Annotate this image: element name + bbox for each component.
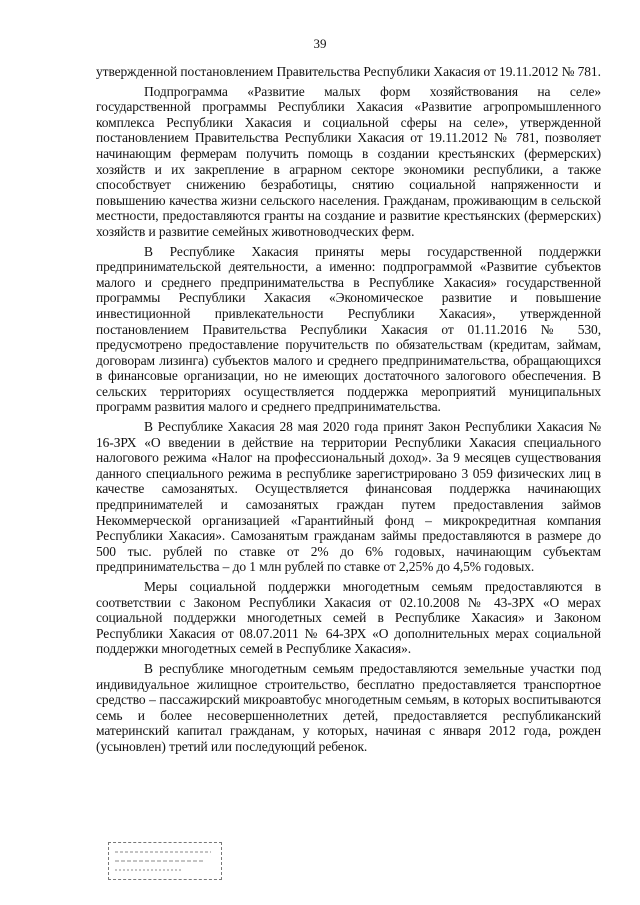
paragraph-4: В Республике Хакасия 28 мая 2020 года принят Закон Республики Хакасия № 16-ЗРХ «О введении в действие на территории Республики Хакасия специального налогового режима «Налог на профессиональный доход». За 9 месяцев существования данного специального режима в республике зарегистрировано 3 059 физических лиц в качестве самозанятых. Осуществляется финансовая поддержка начинающих предпринимателей и самозанятых граждан путем предоставления займов Некоммерческой организацией «Гарантийный фонд – микрокредитная компания Республики Хакасия». Самозанятым гражданам займы предоставляются в размере до 500 тыс. рублей по ставке от 2% до 6% годовых, начинающим субъектам предпринимательства – до 1 млн рублей по ставке от 2,25% до 4,5% годовых. xyxy=(96,419,601,575)
stamp-scribble xyxy=(113,846,217,876)
document-body xyxy=(96,64,601,759)
paragraph-6: В республике многодетным семьям предоставляются земельные участки под индивидуальное жилищное строительство, бесплатно предоставляется транспортное средство – пассажирский микроавтобус многодетным семьям, в которых воспитываются семь и более несовершеннолетних детей, предоставляется республиканский материнский капитал гражданам, у которых, начиная с января 2012 года, рожден (усыновлен) третий или последующий ребенок. xyxy=(96,660,601,754)
approval-stamp xyxy=(108,842,222,880)
paragraph-2: Подпрограмма «Развитие малых форм хозяйствования на селе» государственной программы Республики Хакасия «Развитие агропромышленного комплекса Республики Хакасия и социальной сферы на селе», утвержденной постановлением Правительства Республики Хакасия от 19.11.2012 № 781, позволяет начинающим фермерам получить помощь в создании крестьянских (фермерских) хозяйств и их закрепление в аграрном секторе экономики республики, а также способствует снижению безработицы, снятию социальной напряженности и повышению качества жизни сельского населения. Гражданам, проживающим в сельской местности, предоставляются гранты на создание и развитие крестьянских (фермерских) хозяйств и развитие семейных животноводческих ферм. xyxy=(96,83,601,239)
paragraph-3: В Республике Хакасия приняты меры государственной поддержки предпринимательской деятельности, а именно: подпрограммой «Развитие субъектов малого и среднего предпринимательства в Республике Хакасия» государственной программы Республики Хакасия «Экономическое развитие и повышение инвестиционной привлекательности Республики Хакасия», утвержденной постановлением Правительства Республики Хакасия от 01.11.2016 № 530, предусмотрено предоставление поручительств по обязательствам (кредитам, займам, договорам лизинга) субъектов малого и среднего предпринимательства, обращающихся в финансовые организации, но не имеющих достаточного залогового обеспечения. В сельских территориях осуществляется поддержка мероприятий муниципальных программ развития малого и среднего предпринимательства. xyxy=(96,243,601,415)
paragraph-5: Меры социальной поддержки многодетным семьям предоставляются в соответствии с Законом Республики Хакасия от 02.10.2008 № 43-ЗРХ «О мерах социальной поддержки многодетных семей в Республике Хакасия» и Законом Республики Хакасия от 08.07.2011 № 64-ЗРХ «О дополнительных мерах социальной поддержки многодетных семей в Республике Хакасия». xyxy=(96,579,601,657)
page-number: 39 xyxy=(313,36,327,51)
paragraph-1: утвержденной постановлением Правительства Республики Хакасия от 19.11.2012 № 781. xyxy=(96,64,601,79)
